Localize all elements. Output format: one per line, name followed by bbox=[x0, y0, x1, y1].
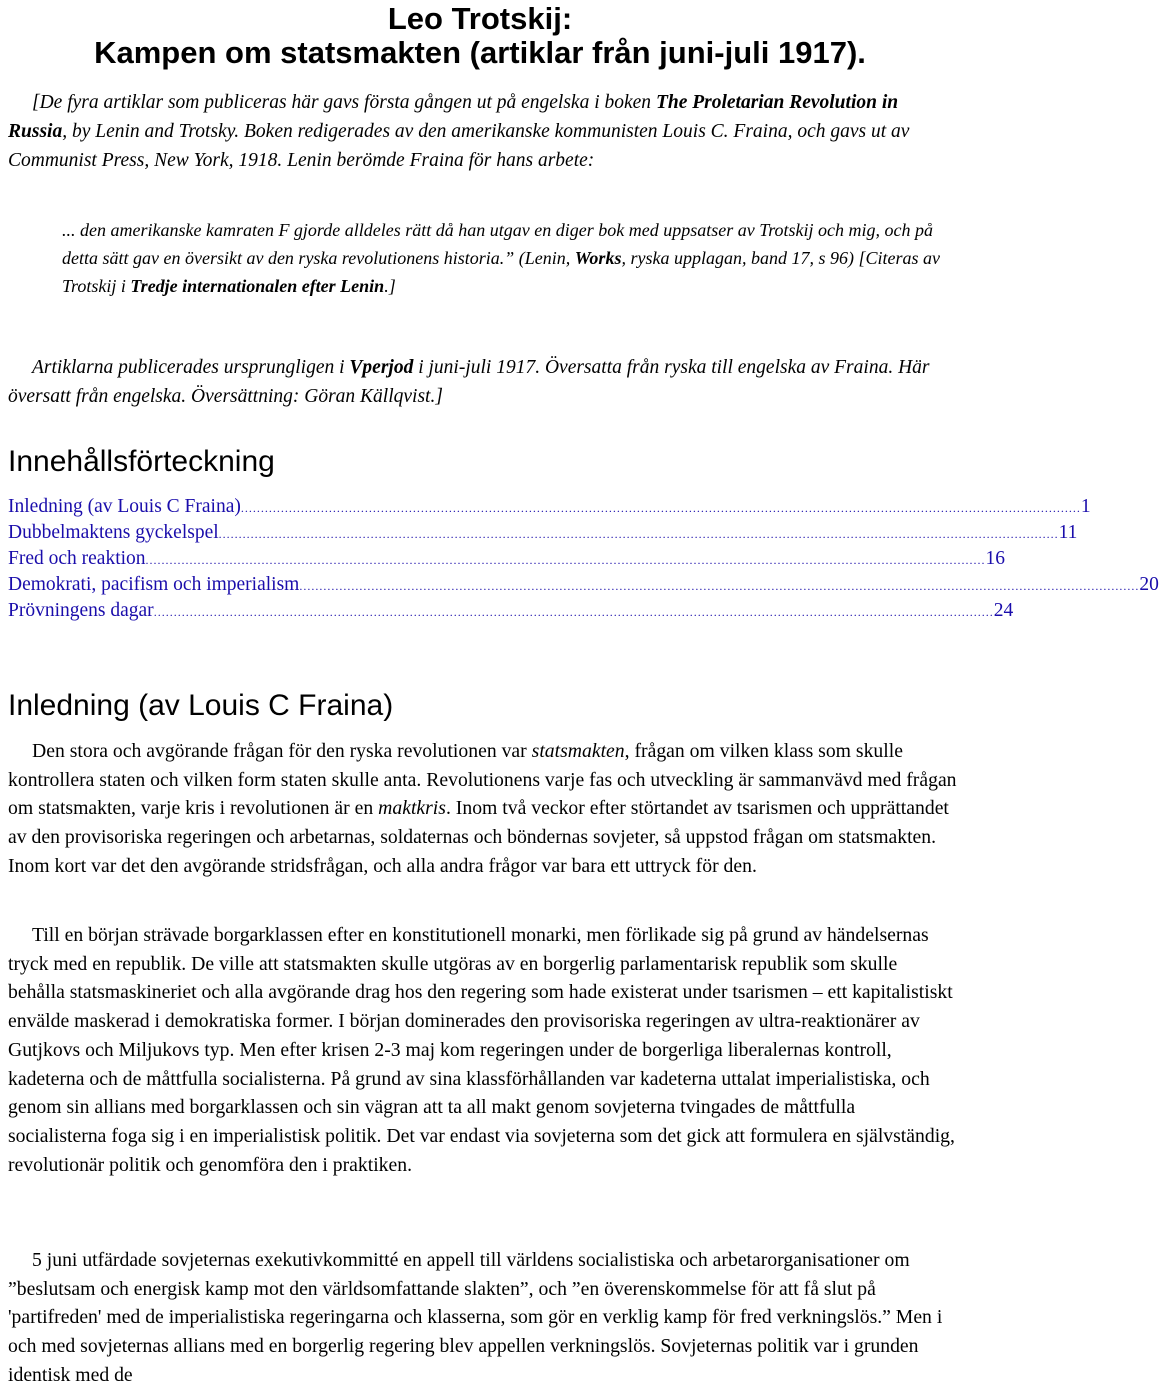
lenin-quote: ... den amerikanske kamraten F gjorde alldeles rätt då han utgav en diger bok med uppsatser av Trotskij och mig, och på detta sätt gav en översikt av den ryska revolutionens historia.” (Lenin, Works, ryska upplagan, band 17, s 96) [Citeras av Trotskij i Tredje internationalen efter Lenin.] bbox=[62, 220, 940, 296]
toc-page-number: 1 bbox=[1080, 496, 1091, 517]
body-paragraph-2: Till en början strävade borgarklassen efter en konstitutionell monarki, men förlikade sig på grund av händelsernas tryck med en republik. De ville att statsmakten skulle utgöras av en borgerlig parlamentarisk republik som skulle behålla statsmaskineriet och alla avgörande drag hos den regering som hade existerat under tsarismen – ett kapitalistiskt envälde maskerad i demokratiska former. I början dominerades den provisoriska regeringen av ultra-reaktionärer av Gutjkovs och Miljukovs typ. Men efter krisen 2-3 maj kom regeringen under de borgerliga liberalernas kontroll, kadeterna och de måttfulla socialisterna. På grund av sina klassförhållanden var kadeterna uttalat imperialistiska, och genom sin allians med borgarklassen och sin vägran att ta all makt genom sovjeterna tvingades de måttfulla socialisterna foga sig i en imperialistisk politik. Det var endast via sovjeterna som det gick att formulera en självständig, revolutionär politik och genomföra den i praktiken. bbox=[8, 924, 955, 1176]
book-title: The Proletarian Revolution in Russia bbox=[8, 92, 899, 142]
toc-link-dubbelmaktens-gyckelspel[interactable]: Dubbelmaktens gyckelspel bbox=[8, 522, 219, 543]
toc-leader-dots: .................................................................................................................................................................................................................. bbox=[153, 605, 994, 619]
emphasis-maktkris: maktkris bbox=[378, 797, 446, 820]
section-heading-inledning: Inledning (av Louis C Fraina) bbox=[8, 689, 394, 722]
title-line-2: Kampen om statsmakten (artiklar från juni-juli 1917). bbox=[94, 35, 866, 70]
toc-entry[interactable] bbox=[8, 598, 1014, 624]
toc-page-number: 24 bbox=[993, 600, 1014, 621]
toc-link-fred-och-reaktion[interactable]: Fred och reaktion bbox=[8, 548, 146, 569]
works-title: Works bbox=[574, 248, 622, 268]
document-title bbox=[0, 2, 960, 70]
table-of-contents bbox=[8, 494, 1159, 624]
toc-entry[interactable] bbox=[8, 520, 1078, 546]
body-paragraph-3: 5 juni utfärdade sovjeternas exekutivkommitté en appell till världens socialistiska och arbetarorganisationer om ”beslutsam och energisk kamp mot den världsomfattande slakten”, och ”en överenskommelse för att få slut på 'partifreden' med de imperialistiska regeringarna och klasserna, som gör en verklig kamp för fred verkningslös.” Men i och med sovjeternas allians med en borgerlig regering blev appellen verkningslös. Sovjeternas politik var i grunden identisk med de bbox=[8, 1249, 943, 1386]
toc-link-inledning[interactable]: Inledning (av Louis C Fraina) bbox=[8, 496, 241, 517]
body-paragraph-1: Den stora och avgörande frågan för den ryska revolutionen var statsmakten, frågan om vilken klass som skulle kontrollera staten och vilken form staten skulle anta. Revolutionens varje fas och utveckling är sammanvävd med frågan om statsmakten, varje kris i revolutionen är en maktkris. Inom två veckor efter störtandet av tsarismen och upprättandet av den provisoriska regeringen och arbetarnas, soldaternas och böndernas sovjeter, så uppstod frågan om statsmakten. Inom kort var det den avgörande stridsfrågan, och alla andra frågor var bara ett uttryck för den. bbox=[8, 740, 957, 877]
toc-page-number: 16 bbox=[985, 548, 1006, 569]
toc-page-number: 11 bbox=[1058, 522, 1078, 543]
toc-leader-dots: .................................................................................................................................................................................................................. bbox=[299, 579, 1140, 593]
toc-entry[interactable] bbox=[8, 546, 1006, 572]
toc-entry[interactable] bbox=[8, 494, 1091, 520]
toc-leader-dots: .................................................................................................................................................................................................................. bbox=[218, 527, 1059, 541]
toc-leader-dots: .................................................................................................................................................................................................................. bbox=[145, 553, 986, 567]
title-line-1: Leo Trotskij: bbox=[387, 1, 573, 36]
toc-link-provningens-dagar[interactable]: Prövningens dagar bbox=[8, 600, 154, 621]
intro-paragraph: [De fyra artiklar som publiceras här gavs första gången ut på engelska i boken The Proletarian Revolution in Russia, by Lenin and Trotsky. Boken redigerades av den amerikanske kommunisten Louis C. Fraina, och gavs ut av Communist Press, New York, 1918. Lenin berömde Fraina för hans arbete: bbox=[8, 92, 910, 171]
toc-entry[interactable] bbox=[8, 572, 1159, 598]
vperjod-title: Vperjod bbox=[349, 357, 414, 378]
emphasis-statsmakten: statsmakten bbox=[531, 740, 625, 762]
toc-link-demokrati[interactable]: Demokrati, pacifism och imperialism bbox=[8, 574, 300, 595]
translation-note: Artiklarna publicerades ursprungligen i Vperjod i juni-juli 1917. Översatta från ryska till engelska av Fraina. Här översatt från engelska. Översättning: Göran Källqvist.] bbox=[8, 357, 930, 407]
tredje-internationalen-title: Tredje internationalen efter Lenin bbox=[130, 276, 385, 296]
toc-heading: Innehållsförteckning bbox=[8, 445, 275, 478]
toc-leader-dots: .................................................................................................................................................................................................................. bbox=[240, 501, 1081, 515]
toc-page-number: 20 bbox=[1139, 574, 1159, 595]
